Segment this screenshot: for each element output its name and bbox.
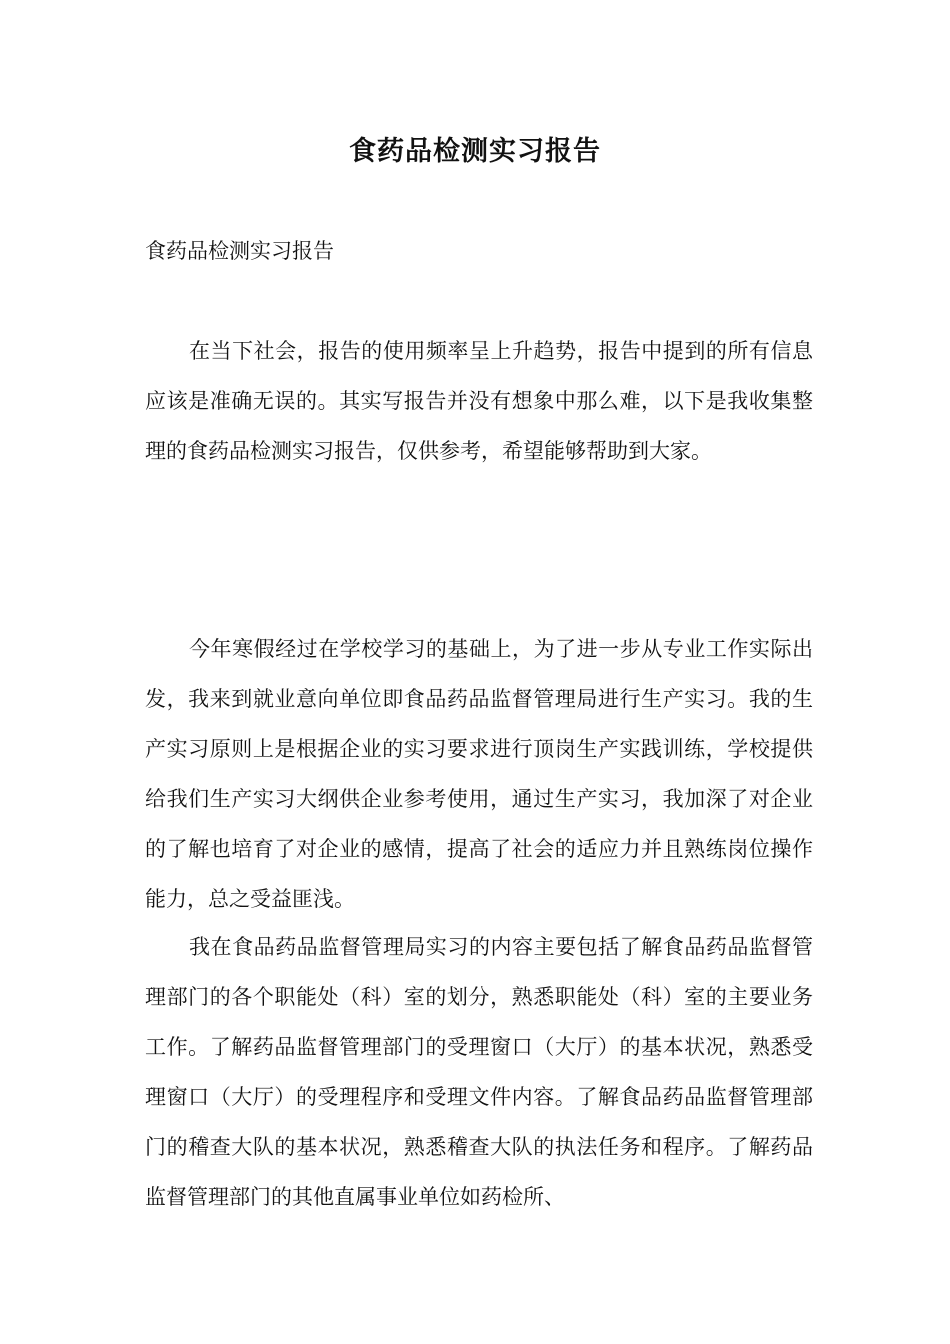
document-title: 食药品检测实习报告 (349, 136, 601, 167)
document-subtitle: 食药品检测实习报告 (145, 239, 334, 263)
body-paragraph: 今年寒假经过在学校学习的基础上，为了进一步从专业工作实际出发，我来到就业意向单位即食品药品监督管理局进行生产实习。我的生产实习原则上是根据企业的实习要求进行顶岗生产实践训练，学校提供给我们生产实习大纲供企业参考使用，通过生产实习，我加深了对企业的了解也培育了对企业的感情，提高了社会的适应力并且熟练岗位操作能力，总之受益匪浅。 (145, 637, 813, 911)
body-paragraph: 我在食品药品监督管理局实习的内容主要包括了解食品药品监督管理部门的各个职能处（科）室的划分，熟悉职能处（科）室的主要业务工作。了解药品监督管理部门的受理窗口（大厅）的基本状况，熟悉受理窗口（大厅）的受理程序和受理文件内容。了解食品药品监督管理部门的稽查大队的基本状况，熟悉稽查大队的执法任务和程序。了解药品监督管理部门的其他直属事业单位如药检所、 (145, 935, 813, 1209)
intro-paragraph: 在当下社会，报告的使用频率呈上升趋势，报告中提到的所有信息应该是准确无误的。其实写报告并没有想象中那么难，以下是我收集整理的食药品检测实习报告，仅供参考，希望能够帮助到大家。 (145, 339, 813, 463)
